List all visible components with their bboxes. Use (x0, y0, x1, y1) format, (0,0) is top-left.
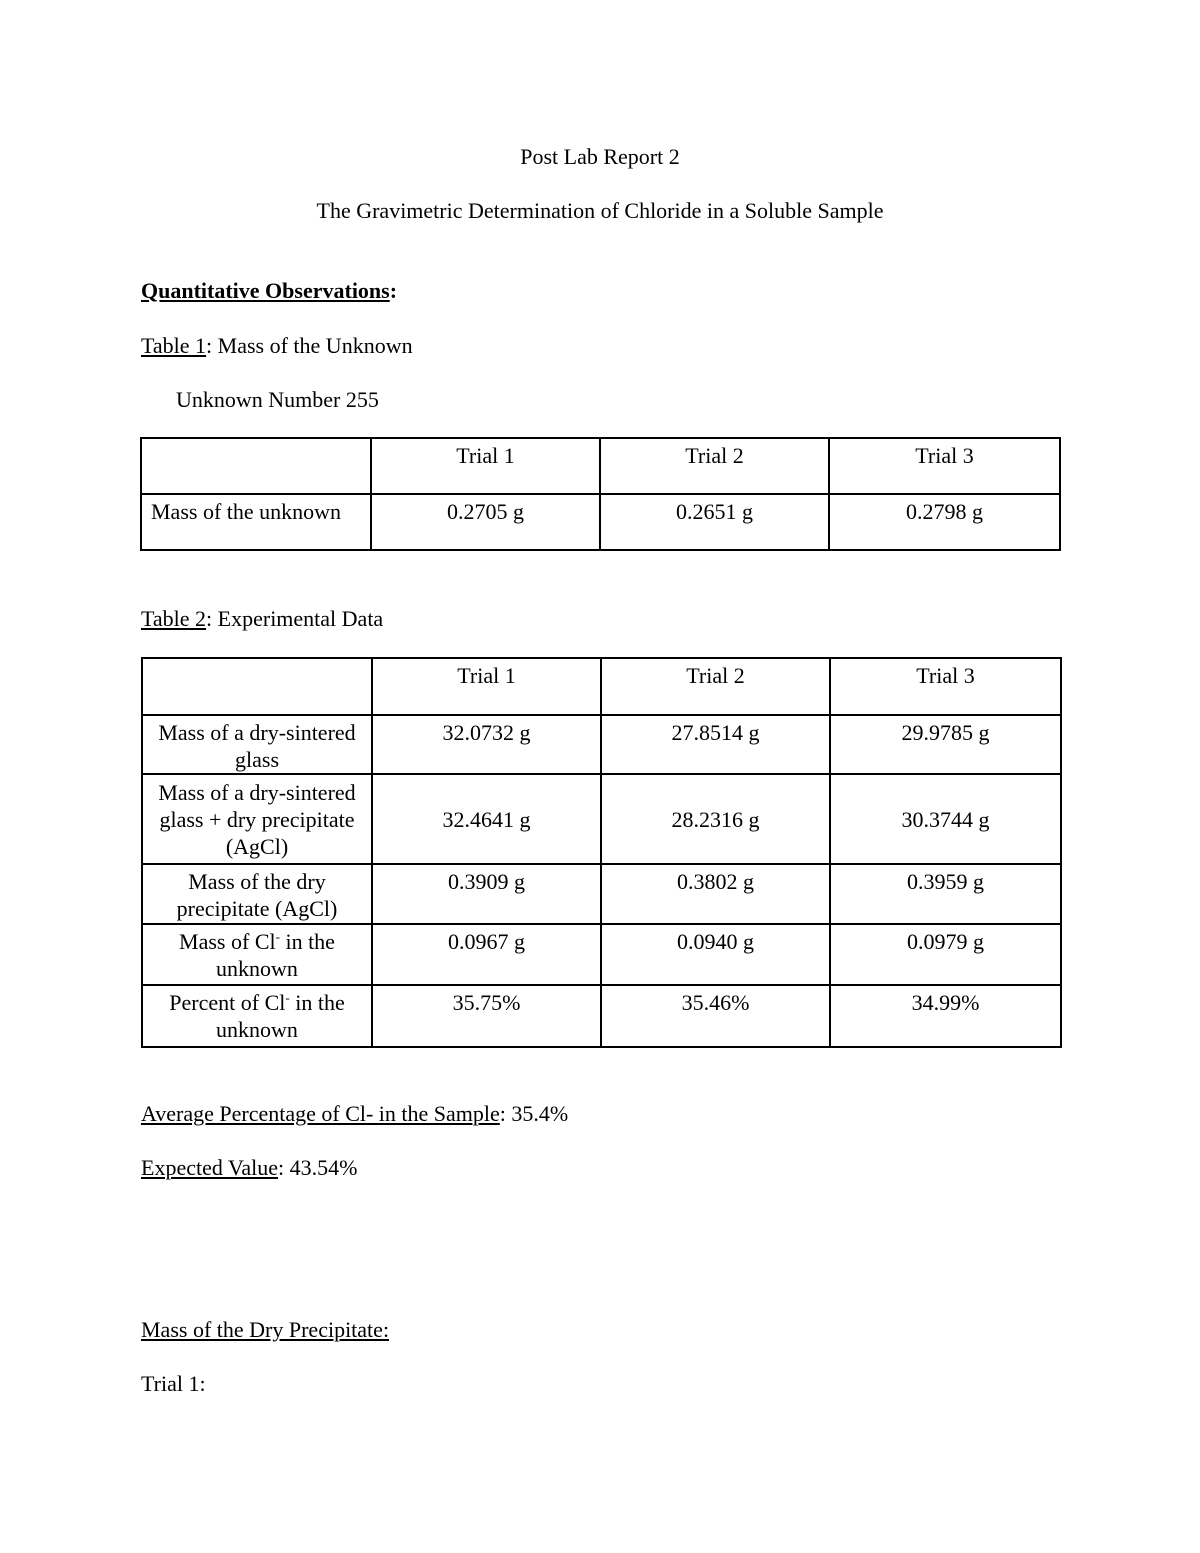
table1-header-cell: Trial 1 (371, 438, 600, 494)
table-row (142, 924, 1061, 985)
table2-caption (141, 606, 383, 632)
table2-cell: 34.99% (830, 985, 1061, 1047)
table1-header-cell: Trial 3 (829, 438, 1060, 494)
expected-value (141, 1155, 358, 1181)
label-text: Percent of Cl (169, 990, 286, 1015)
table2-row-label: Mass of the dry precipitate (AgCl) (142, 864, 372, 924)
superscript-minus: - (285, 990, 290, 1005)
section-heading-text: Quantitative Observations (141, 278, 390, 303)
table-row (141, 494, 1060, 550)
table2-cell: 32.4641 g (372, 774, 601, 864)
table2-cell: 29.9785 g (830, 715, 1061, 774)
superscript-minus: - (275, 929, 280, 944)
section-heading-colon: : (389, 278, 398, 303)
table1-header-row (141, 438, 1060, 494)
table2-header-cell: Trial 3 (830, 658, 1061, 715)
table2-row-label (142, 924, 372, 985)
table2-cell: 32.0732 g (372, 715, 601, 774)
label-text: Mass of Cl (179, 929, 276, 954)
table-row (142, 864, 1061, 924)
unknown-number: Unknown Number 255 (176, 387, 379, 412)
average-value: : 35.4% (499, 1101, 569, 1126)
table2-header-cell: Trial 1 (372, 658, 601, 715)
expected-value-text: : 43.54% (278, 1155, 358, 1180)
table1-caption-text: : Mass of the Unknown (206, 333, 413, 358)
table2-row-label: Mass of a dry-sintered glass (142, 715, 372, 774)
table2-header-cell: Trial 2 (601, 658, 830, 715)
calc-heading (141, 1317, 389, 1343)
table1-label: Table 1 (141, 333, 207, 358)
table2-cell: 0.0940 g (601, 924, 830, 985)
table2-cell: 35.46% (601, 985, 830, 1047)
table1-header-cell: Trial 2 (600, 438, 829, 494)
table2-caption-text: : Experimental Data (206, 606, 384, 631)
table2-cell: 0.0979 g (830, 924, 1061, 985)
table2-cell: 0.0967 g (372, 924, 601, 985)
table2-cell: 0.3959 g (830, 864, 1061, 924)
table2-label: Table 2 (141, 606, 207, 631)
calc-heading-text: Mass of the Dry Precipitate (141, 1317, 383, 1342)
table-mass-of-unknown (140, 437, 1061, 551)
table2-header-row (142, 658, 1061, 715)
table2-cell: 30.3744 g (830, 774, 1061, 864)
trial-1-line: Trial 1: (141, 1371, 206, 1396)
table2-cell: 27.8514 g (601, 715, 830, 774)
label-text: in the unknown (216, 990, 345, 1042)
table2-header-cell (142, 658, 372, 715)
label-text: in the unknown (216, 929, 335, 981)
table-experimental-data (141, 657, 1062, 1048)
table-row (142, 985, 1061, 1047)
table2-cell: 0.3802 g (601, 864, 830, 924)
table2-row-label: Mass of a dry-sintered glass + dry precipitate (AgCl) (142, 774, 372, 864)
table1-cell: 0.2798 g (829, 494, 1060, 550)
expected-label: Expected Value (141, 1155, 279, 1180)
table1-header-cell (141, 438, 371, 494)
table2-cell: 28.2316 g (601, 774, 830, 864)
page-subtitle: The Gravimetric Determination of Chloride in a Soluble Sample (316, 198, 884, 223)
calc-heading-colon: : (382, 1317, 390, 1342)
table1-row-label: Mass of the unknown (141, 494, 371, 550)
table1-caption (141, 333, 413, 359)
section-heading (141, 278, 397, 304)
table-row (142, 774, 1061, 864)
page-title: Post Lab Report 2 (520, 144, 680, 169)
average-percentage (141, 1101, 568, 1127)
table2-cell: 35.75% (372, 985, 601, 1047)
table1-cell: 0.2651 g (600, 494, 829, 550)
table-row (142, 715, 1061, 774)
average-label: Average Percentage of Cl- in the Sample (141, 1101, 500, 1126)
table1-cell: 0.2705 g (371, 494, 600, 550)
table2-row-label (142, 985, 372, 1047)
table2-cell: 0.3909 g (372, 864, 601, 924)
